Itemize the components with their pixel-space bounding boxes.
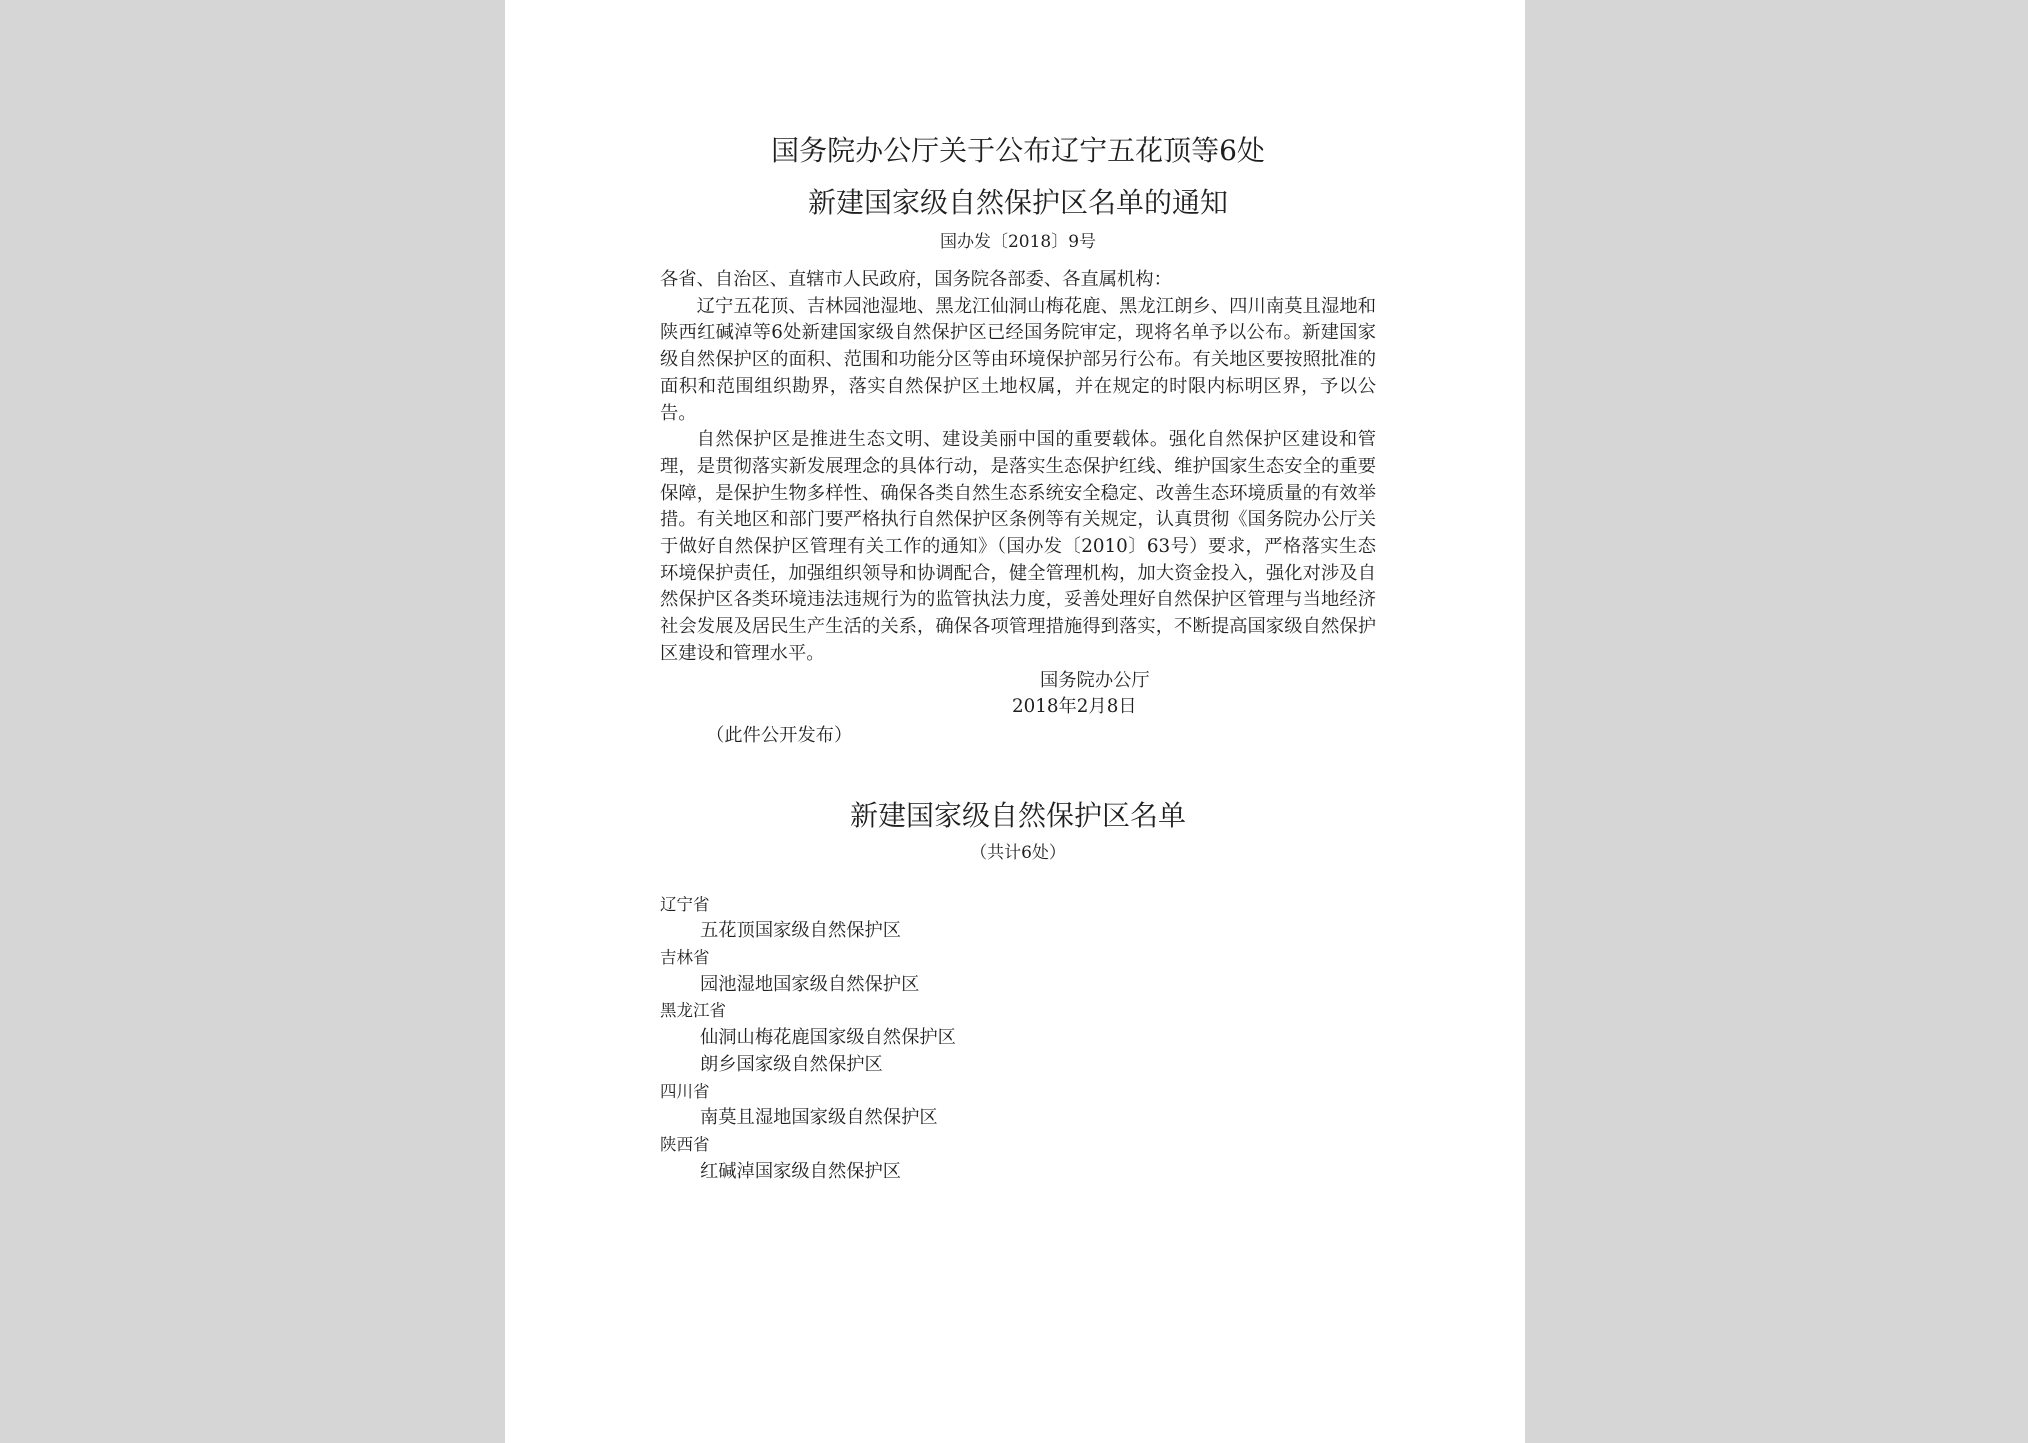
signature-org: 国务院办公厅 — [1040, 669, 1150, 691]
body-paragraph: 自然保护区是推进生态文明、建设美丽中国的重要载体。强化自然保护区建设和管理，是贯彻落实新发展理念的具体行动，是落实生态保护红线、维护国家生态安全的重要保障，是保护生物多样性、确保各类自然生态系统安全稳定、改善生态环境质量的有效举措。有关地区和部门要严格执行自然保护区条例等有关规定，认真贯彻《国务院办公厅关于做好自然保护区管理有关工作的通知》（国办发〔2010〕63号）要求，严格落实生态环境保护责任，加强组织领导和协调配合，健全管理机构，加大资金投入，强化对涉及自然保护区各类环境违法违规行为的监管执法力度，妥善处理好自然保护区管理与当地经济社会发展及居民生产生活的关系，确保各项管理措施得到落实，不断提高国家级自然保护区建设和管理水平。 — [660, 429, 1376, 664]
province-name: 辽宁省 — [660, 894, 710, 914]
notice-title-line2: 新建国家级自然保护区名单的通知 — [807, 186, 1228, 219]
province-name: 黑龙江省 — [660, 1001, 726, 1021]
notice-body — [660, 267, 1376, 668]
signature-date: 2018年2月8日 — [1012, 696, 1137, 718]
public-release-note: （此件公开发布） — [706, 724, 853, 746]
reserve-item: 园池湿地国家级自然保护区 — [700, 973, 920, 995]
province-name: 吉林省 — [660, 948, 710, 968]
province-name: 四川省 — [660, 1081, 710, 1101]
reserve-item: 南莫且湿地国家级自然保护区 — [700, 1107, 938, 1129]
province-list — [660, 892, 1376, 1186]
province-name: 陕西省 — [660, 1134, 710, 1154]
list-title: 新建国家级自然保护区名单 — [849, 798, 1186, 832]
document-content — [660, 125, 1376, 1185]
reserve-item: 朗乡国家级自然保护区 — [700, 1053, 883, 1075]
reserve-item: 仙洞山梅花鹿国家级自然保护区 — [700, 1027, 956, 1049]
notice-title-line1: 国务院办公厅关于公布辽宁五花顶等6处 — [771, 134, 1265, 167]
document-number: 国办发〔2018〕9号 — [939, 232, 1097, 252]
body-paragraph: 辽宁五花顶、吉林园池湿地、黑龙江仙洞山梅花鹿、黑龙江朗乡、四川南莫且湿地和陕西红碱淖等6处新建国家级自然保护区已经国务院审定，现将名单予以公布。新建国家级自然保护区的面积、范围和功能分区等由环境保护部另行公布。有关地区要按照批准的面积和范围组织勘界，落实自然保护区土地权属，并在规定的时限内标明区界，予以公告。 — [660, 295, 1376, 424]
document-page — [505, 0, 1525, 1443]
signature-block — [660, 668, 1376, 750]
list-count: （共计6处） — [970, 842, 1066, 863]
reserve-item: 五花顶国家级自然保护区 — [700, 920, 902, 942]
addressee: 各省、自治区、直辖市人民政府，国务院各部委、各直属机构： — [660, 269, 1172, 290]
reserve-item: 红碱淖国家级自然保护区 — [700, 1160, 902, 1182]
